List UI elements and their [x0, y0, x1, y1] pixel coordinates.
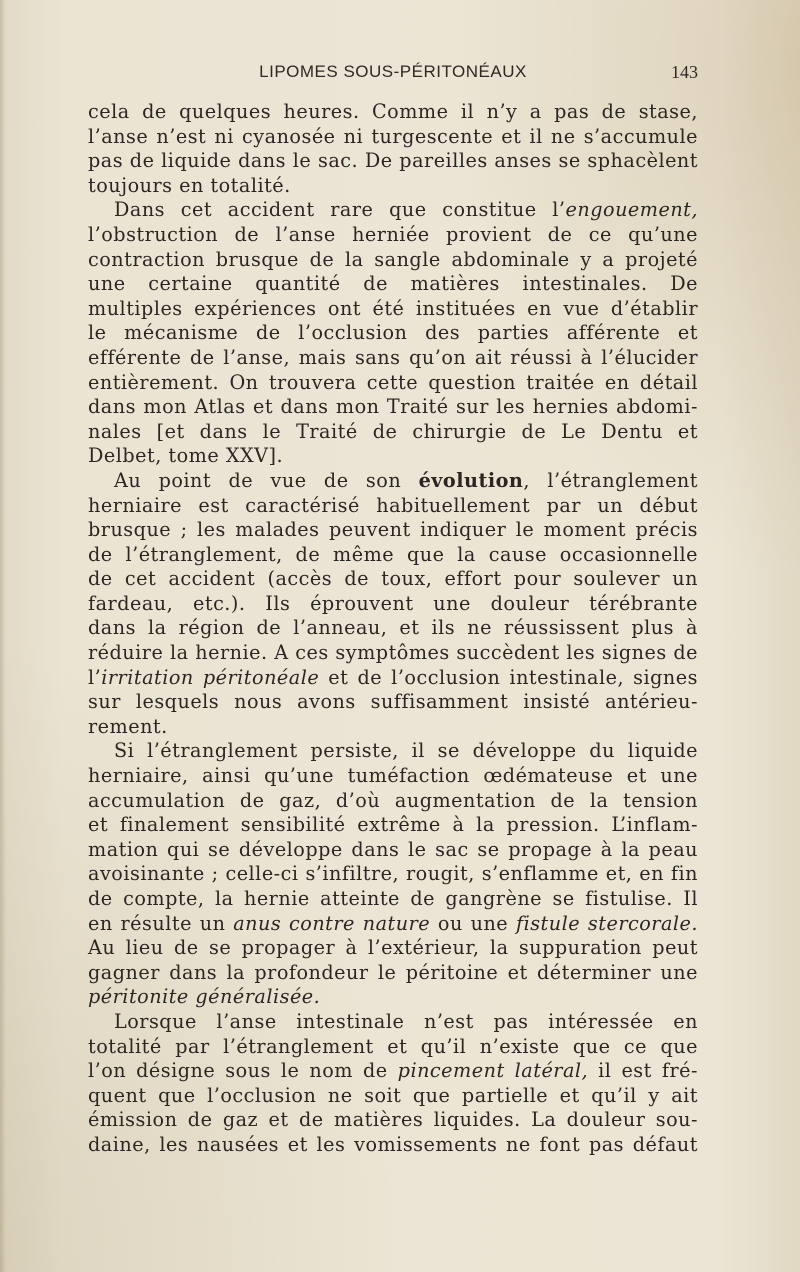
text-line — [88, 789, 698, 814]
text-segment: nales [et dans le Traité de chirurgie de Le Dentu et — [88, 419, 698, 443]
text-segment: totalité par l’étranglement et qu’il n’existe que ce que — [88, 1034, 698, 1058]
text-segment: cela de quelques heures. Comme il n’y a pas de stase, — [88, 100, 698, 123]
text-segment: de cet accident (accès de toux, effort pour soulever un — [88, 567, 698, 591]
text-segment: pas de liquide dans le sac. De pareilles anses se sphacèlent — [88, 149, 698, 173]
text-segment: et de l’occlusion intestinale, signes — [319, 665, 698, 689]
text-line — [88, 444, 698, 469]
page-number: 143 — [671, 62, 698, 82]
text-segment: réduire la hernie. A ces symptômes succèdent les signes de — [88, 641, 698, 665]
text-segment: ou une — [430, 911, 516, 935]
text-line — [88, 592, 698, 617]
text-line — [88, 1108, 698, 1133]
text-segment: Si l’étranglement persiste, il se développe du liquide — [114, 739, 698, 763]
text-line — [88, 174, 698, 199]
text-segment: brusque ; les malades peuvent indiquer le moment précis — [88, 518, 698, 542]
text-line — [88, 838, 698, 863]
text-line — [88, 985, 698, 1010]
text-segment: efférente de l’anse, mais sans qu’on ait réussi à l’élucider — [88, 345, 698, 369]
text-line — [88, 321, 698, 346]
italic-text: engouement, — [565, 198, 698, 222]
text-segment: herniaire, ainsi qu’une tuméfaction œdémateuse et une — [88, 764, 698, 788]
text-line — [88, 223, 698, 248]
text-segment: de l’étranglement, de même que la cause occasionnelle — [88, 542, 698, 566]
text-segment: accumulation de gaz, d’où augmentation de la tension — [88, 788, 698, 812]
text-segment: une certaine quantité de matières intestinales. De — [88, 272, 698, 296]
page-header — [88, 62, 698, 86]
text-segment: il est fré- — [588, 1059, 698, 1083]
text-line — [88, 297, 698, 322]
text-line — [88, 690, 698, 715]
text-segment: fardeau, etc.). Ils éprouvent une douleur térébrante — [88, 591, 698, 615]
text-segment: sur lesquels nous avons suffisamment insisté antérieu- — [88, 690, 698, 714]
text-segment: quent que l’occlusion ne soit que partielle et qu’il y ait — [88, 1083, 698, 1107]
bold-text: évolution — [418, 468, 524, 492]
text-segment: Au point de vue de son — [114, 468, 419, 492]
text-segment: daine, les nausées et les vomissements ne font pas défaut — [88, 1132, 698, 1156]
italic-text: pincement latéral, — [397, 1059, 589, 1083]
text-line — [88, 936, 698, 961]
text-line — [88, 420, 698, 445]
text-line — [88, 666, 698, 691]
text-line — [88, 641, 698, 666]
running-title: LIPOMES SOUS-PÉRITONÉAUX — [259, 62, 527, 81]
text-line — [88, 567, 698, 592]
text-line — [88, 961, 698, 986]
text-segment: entièrement. On trouvera cette question traitée en détail — [88, 370, 698, 394]
text-segment: le mécanisme de l’occlusion des parties afférente et — [88, 321, 698, 345]
text-line — [88, 125, 698, 150]
italic-text: irritation péritonéale — [101, 665, 320, 689]
text-segment: contraction brusque de la sangle abdominale y a projeté — [88, 247, 698, 271]
text-line — [88, 862, 698, 887]
text-line — [88, 1010, 698, 1035]
text-line — [88, 248, 698, 273]
italic-text: péritonite généralisée. — [88, 985, 321, 1009]
text-segment: dans mon Atlas et dans mon Traité sur les hernies abdomi- — [88, 395, 698, 419]
text-line — [88, 371, 698, 396]
text-segment: Lorsque l’anse intestinale n’est pas intéressée en — [114, 1009, 698, 1033]
text-line — [88, 395, 698, 420]
text-segment: rement. — [88, 714, 168, 738]
text-segment: l’obstruction de l’anse herniée provient de ce qu’une — [88, 222, 698, 246]
text-segment: de compte, la hernie atteinte de gangrène se fistulise. Il — [88, 887, 698, 910]
text-segment: en résulte un — [88, 911, 234, 935]
text-line — [88, 764, 698, 789]
italic-text: fistule stercorale. — [515, 911, 698, 935]
text-segment: et finalement sensibilité extrême à la pression. L’inflam- — [88, 813, 698, 837]
text-segment: dans la région de l’anneau, et ils ne réussissent plus à — [88, 616, 698, 640]
text-line — [88, 1059, 698, 1084]
text-segment: l’ — [88, 665, 102, 689]
text-segment: Delbet, tome XXV]. — [88, 444, 284, 468]
text-line — [88, 912, 698, 937]
text-line — [88, 149, 698, 174]
text-line — [88, 346, 698, 371]
text-segment: herniaire est caractérisé habituellement par un début — [88, 493, 698, 517]
text-segment: gagner dans la profondeur le péritoine et déterminer une — [88, 960, 698, 984]
text-segment: l’anse n’est ni cyanosée ni turgescente et il ne s’accumule — [88, 124, 698, 148]
text-line — [88, 715, 698, 740]
text-line — [88, 1133, 698, 1158]
body-text — [88, 100, 698, 1158]
text-segment: émission de gaz et de matières liquides. La douleur sou- — [88, 1108, 698, 1132]
text-segment: l’on désigne sous le nom de — [88, 1059, 398, 1083]
page-spine-shadow — [0, 0, 6, 1272]
text-line — [88, 494, 698, 519]
text-line — [88, 739, 698, 764]
text-line — [88, 616, 698, 641]
text-line — [88, 813, 698, 838]
text-line — [88, 887, 698, 912]
text-segment: , l’étranglement — [523, 468, 698, 492]
text-segment: Au lieu de se propager à l’extérieur, la suppuration peut — [88, 936, 698, 960]
text-line — [88, 100, 698, 125]
text-line — [88, 518, 698, 543]
italic-text: anus contre nature — [233, 911, 431, 935]
text-segment: multiples expériences ont été instituées en vue d’établir — [88, 296, 698, 320]
text-segment: mation qui se développe dans le sac se propage à la peau — [88, 837, 698, 861]
text-segment: toujours en totalité. — [88, 173, 291, 197]
text-line — [88, 1035, 698, 1060]
text-line — [88, 198, 698, 223]
text-segment: avoisinante ; celle-ci s’infiltre, rougit, s’enflamme et, en fin — [88, 862, 698, 886]
text-line — [88, 272, 698, 297]
text-line — [88, 1084, 698, 1109]
text-segment: Dans cet accident rare que constitue l’ — [114, 198, 566, 222]
text-line — [88, 543, 698, 568]
text-line — [88, 469, 698, 494]
